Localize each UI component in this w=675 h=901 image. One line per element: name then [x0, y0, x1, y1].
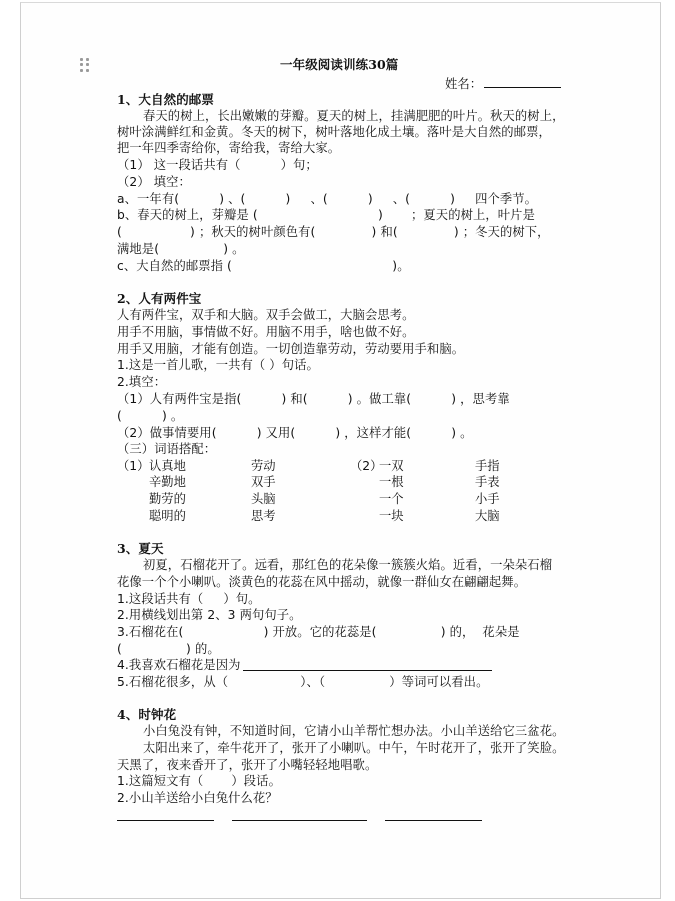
matching-item: 一块 [379, 509, 404, 523]
matching-group-1-label: （1） [117, 459, 150, 473]
matching-item: 双手 [251, 475, 276, 489]
matching-group-2-label: （2） [350, 459, 383, 473]
matching-item: 一个 [379, 492, 404, 506]
drag-handle-icon[interactable] [80, 58, 90, 72]
section-1-question: ( ) ；秋天的树叶颜色有( ) 和( ) ；冬天的树下， [117, 225, 550, 239]
matching-item: 辛勤地 [149, 475, 186, 489]
name-label: 姓名： [445, 77, 483, 91]
section-2-text: 人有两件宝，双手和大脑。双手会做工，大脑会思考。 [117, 308, 415, 322]
section-4-text: 天黑了，夜来香开了，张开了小嘴轻轻地唱歌。 [117, 758, 378, 772]
matching-item: 手指 [475, 459, 500, 473]
section-3-question: 1.这段话共有（ ）句。 [117, 592, 261, 606]
section-3-heading: 3、夏天 [117, 541, 164, 556]
section-2-question: 2.填空： [117, 375, 167, 389]
matching-item: 勤劳的 [149, 492, 186, 506]
section-2-question: （三）词语搭配： [117, 442, 217, 456]
matching-item: 小手 [475, 492, 500, 506]
matching-item: 大脑 [475, 509, 500, 523]
section-1-question: （2） 填空： [117, 175, 191, 189]
section-4-heading: 4、时钟花 [117, 707, 177, 722]
section-2-text: 用手又用脑，才能有创造。一切创造靠劳动，劳动要用手和脑。 [117, 342, 465, 356]
section-4-question: 1.这篇短文有（ ）段话。 [117, 774, 281, 788]
section-1-question: a、一年有( ) 、( ) 、( ) 、( ) 四个季节。 [117, 192, 538, 206]
section-2-heading: 2、人有两件宝 [117, 291, 202, 306]
matching-item: 手表 [475, 475, 500, 489]
section-4-text: 太阳出来了，牵牛花开了，张开了小喇叭。中午，午时花开了，张开了笑脸。 [143, 741, 565, 755]
answer-line[interactable] [243, 670, 492, 671]
matching-item: 思考 [251, 509, 276, 523]
matching-item: 头脑 [251, 492, 276, 506]
section-3-question: 2.用横线划出第 2、3 两句句子。 [117, 608, 302, 622]
section-3-question: 3.石榴花在( ) 开放。它的花蕊是( ) 的， 花朵是 [117, 625, 520, 639]
answer-line[interactable] [232, 820, 367, 821]
section-4-text: 小白兔没有钟，不知道时间，它请小山羊帮忙想办法。小山羊送给它三盆花。 [143, 724, 565, 738]
section-2-question: （2）做事情要用( ) 又用( ) ，这样才能( ) 。 [117, 426, 473, 440]
name-input-line[interactable] [484, 87, 561, 88]
answer-line[interactable] [385, 820, 482, 821]
document-title: 一年级阅读训练30篇 [280, 57, 399, 72]
section-2-text: 用手不用脑，事情做不好。用脑不用手，啥也做不好。 [117, 325, 415, 339]
matching-item: 劳动 [251, 459, 276, 473]
section-2-question: 1.这是一首儿歌，一共有（ ）句话。 [117, 358, 319, 372]
section-1-question: （1） 这一段话共有（ ）句； [117, 158, 318, 172]
matching-item: 一根 [379, 475, 404, 489]
matching-item: 一双 [379, 459, 404, 473]
section-1-text: 把一年四季寄给你，寄给我，寄给大家。 [117, 141, 341, 155]
section-3-question: 4.我喜欢石榴花是因为 [117, 658, 241, 672]
section-1-question: c、大自然的邮票指 ( )。 [117, 259, 410, 273]
matching-item: 聪明的 [149, 509, 186, 523]
matching-item: 认真地 [149, 459, 186, 473]
section-2-question: ( ) 。 [117, 409, 184, 423]
section-3-question: ( ) 的。 [117, 642, 220, 656]
section-3-text: 初夏，石榴花开了。远看，那红色的花朵像一簇簇火焰。近看，一朵朵石榴 [143, 558, 553, 572]
section-2-question: （1）人有两件宝是指( ) 和( ) 。做工靠( ) ，思考靠 [117, 392, 510, 406]
section-3-question: 5.石榴花很多，从（ ）、（ ）等词可以看出。 [117, 675, 489, 689]
section-3-text: 花像一个个小喇叭。淡黄色的花蕊在风中摇动，就像一群仙女在翩翩起舞。 [117, 575, 527, 589]
section-1-heading: 1、大自然的邮票 [117, 92, 214, 107]
section-1-text: 树叶涂满鲜红和金黄。冬天的树下，树叶落地化成土壤。落叶是大自然的邮票， [117, 125, 551, 139]
section-1-question: b、春天的树上，芽瓣是 ( ) ；夏天的树上，叶片是 [117, 208, 535, 222]
section-4-question: 2.小山羊送给小白兔什么花？ [117, 791, 278, 805]
section-1-question: 满地是( ) 。 [117, 242, 245, 256]
answer-line[interactable] [117, 820, 214, 821]
section-1-text: 春天的树上，长出嫩嫩的芽瓣。夏天的树上，挂满肥肥的叶片。秋天的树上， [143, 109, 565, 123]
